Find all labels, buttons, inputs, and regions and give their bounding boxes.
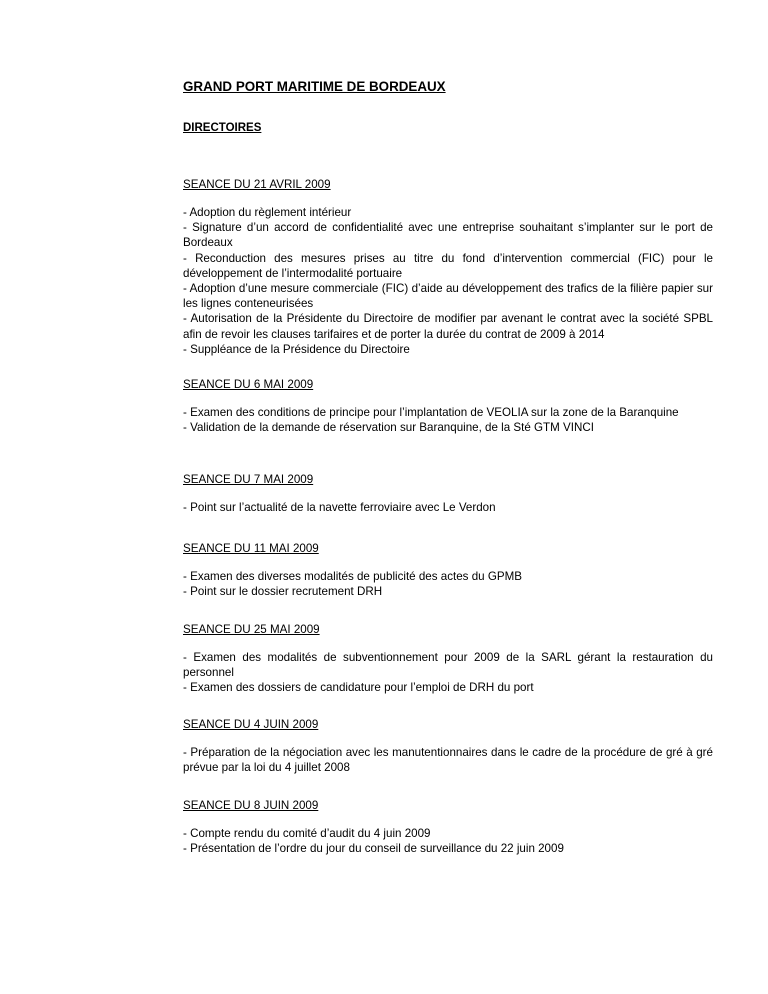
session-items — [183, 650, 713, 696]
agenda-item: - Signature d’un accord de confidentialité avec une entreprise souhaitant s’implanter sur le port de Bordeaux — [183, 221, 713, 250]
session-heading: SEANCE DU 8 JUIN 2009 — [183, 799, 319, 812]
agenda-item: - Compte rendu du comité d’audit du 4 juin 2009 — [183, 827, 431, 840]
session-2009-04-21 — [183, 177, 713, 357]
session-heading: SEANCE DU 6 MAI 2009 — [183, 378, 314, 391]
agenda-item: - Préparation de la négociation avec les manutentionnaires dans le cadre de la procédure de gré à gré prévue par la loi du 4 juillet 2008 — [183, 746, 713, 775]
agenda-item: - Autorisation de la Présidente du Directoire de modifier par avenant le contrat avec la société SPBL afin de revoir les clauses tarifaires et de porter la durée du contrat de 2009 à 2014 — [183, 312, 713, 341]
session-heading: SEANCE DU 7 MAI 2009 — [183, 473, 314, 486]
session-items — [183, 826, 713, 856]
document-subtitle: DIRECTOIRES — [183, 122, 262, 134]
agenda-item: - Examen des modalités de subventionnement pour 2009 de la SARL gérant la restauration du personnel — [183, 651, 713, 680]
session-2009-06-04 — [183, 717, 713, 775]
session-items — [183, 205, 713, 357]
session-2009-05-07 — [183, 472, 713, 515]
agenda-item: - Adoption d’une mesure commerciale (FIC) d’aide au développement des trafics de la filière papier sur les lignes conteneurisées — [183, 282, 713, 311]
agenda-item: - Examen des diverses modalités de publicité des actes du GPMB — [183, 570, 522, 583]
session-items — [183, 405, 713, 435]
agenda-item: - Examen des conditions de principe pour l’implantation de VEOLIA sur la zone de la Baranquine — [183, 406, 679, 419]
session-2009-05-25 — [183, 622, 713, 696]
document-title: GRAND PORT MARITIME DE BORDEAUX — [183, 79, 446, 94]
agenda-item: - Suppléance de la Présidence du Directoire — [183, 342, 410, 356]
session-2009-06-08 — [183, 798, 713, 856]
session-heading: SEANCE DU 25 MAI 2009 — [183, 623, 320, 636]
agenda-item: - Adoption du règlement intérieur — [183, 206, 352, 219]
session-heading: SEANCE DU 4 JUIN 2009 — [183, 718, 319, 731]
agenda-item: - Examen des dossiers de candidature pour l’emploi de DRH du port — [183, 681, 534, 695]
session-heading: SEANCE DU 21 AVRIL 2009 — [183, 178, 331, 191]
agenda-item: - Reconduction des mesures prises au titre du fond d’intervention commercial (FIC) pour le développement de l’intermodalité portuaire — [183, 251, 713, 280]
agenda-item: - Point sur le dossier recrutement DRH — [183, 585, 383, 599]
session-heading: SEANCE DU 11 MAI 2009 — [183, 542, 319, 555]
session-items — [183, 745, 713, 775]
session-2009-05-06 — [183, 377, 713, 435]
session-items — [183, 569, 713, 599]
agenda-item: - Point sur l’actualité de la navette ferroviaire avec Le Verdon — [183, 501, 496, 514]
session-2009-05-11 — [183, 541, 713, 599]
agenda-item: - Présentation de l’ordre du jour du conseil de surveillance du 22 juin 2009 — [183, 842, 564, 856]
session-items — [183, 500, 713, 515]
agenda-item: - Validation de la demande de réservation sur Baranquine, de la Sté GTM VINCI — [183, 421, 594, 435]
